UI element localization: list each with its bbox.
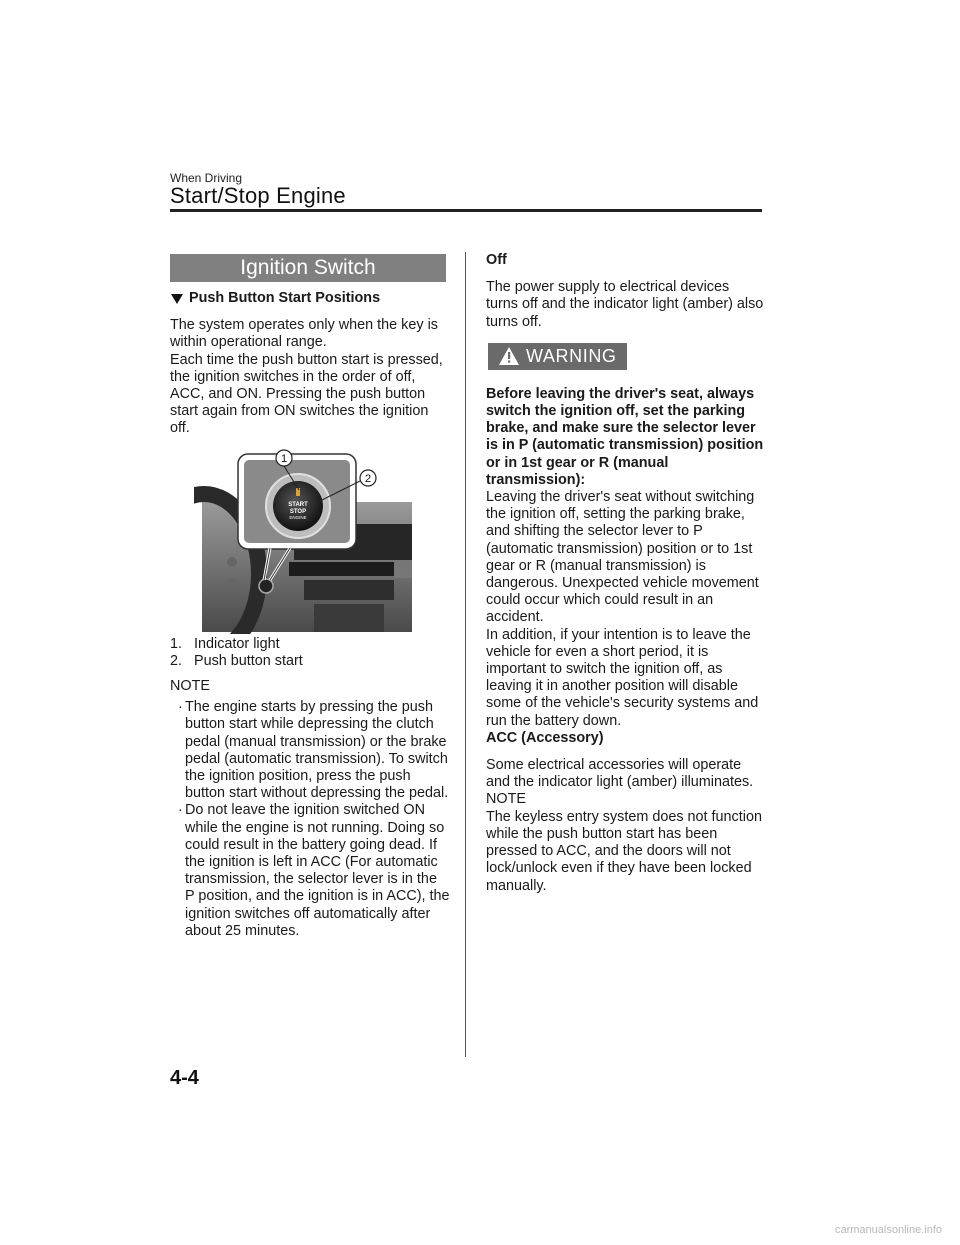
legend-number: 1. <box>170 635 183 652</box>
intro-paragraph-1: The system operates only when the key is within operational range. <box>170 317 438 351</box>
legend-text: Indicator light <box>194 635 280 652</box>
legend-item <box>170 653 450 670</box>
warning-paragraph-1: Leaving the driver's seat without switching the ignition off, setting the parking brake, and shifting the selector lever to P (automatic transmission) position or to 1st gear or R (manual transmission) is dangerous. Unexpected vehicle movement could occur which could result in an accident. <box>486 489 759 626</box>
warning-paragraph-2: In addition, if your intention is to leave the vehicle for even a short period, it is important to switch the ignition off, as leaving it in another position will disable some of the vehicle's security systems and run the battery down. <box>486 626 759 729</box>
warning-icon <box>498 346 520 366</box>
callout-2-label: 2 <box>364 472 372 485</box>
note-bullet-text: The engine starts by pressing the push button start while depressing the clutch pedal (manual transmission) or the brake pedal (automatic transmission). To switch the ignition position, press the push button start without depressing the pedal. <box>185 699 449 802</box>
legend-item <box>170 636 450 653</box>
figure-legend <box>170 636 450 670</box>
button-text-line-1: START <box>288 501 308 508</box>
right-column <box>486 252 764 895</box>
chapter-title: Start/Stop Engine <box>170 183 346 208</box>
legend-number: 2. <box>170 652 183 669</box>
note-label: NOTE <box>170 678 210 695</box>
bullet-dot: · <box>178 699 183 716</box>
page-number: 4-4 <box>170 1067 199 1089</box>
header-rule <box>170 209 762 212</box>
triangle-down-icon <box>171 294 183 304</box>
push-button-figure <box>194 444 444 634</box>
watermark: carmanualsonline.info <box>834 1224 942 1236</box>
subheading <box>170 290 450 307</box>
section-title-bar: Ignition Switch <box>170 254 446 282</box>
subheading-text: Push Button Start Positions <box>189 290 381 306</box>
off-heading: Off <box>486 252 507 268</box>
note-bullet <box>170 699 450 802</box>
intro-paragraph-2: Each time the push button start is pressed, the ignition switches in the order of off, ACC, and ON. Pressing the push button start again from ON switches the ignition off. <box>170 351 443 437</box>
button-text-line-3: ENGINE <box>289 514 307 520</box>
callout-1-label: 1 <box>280 452 288 465</box>
note-bullet-text: Do not leave the ignition switched ON while the engine is not running. Doing so could result in the battery going dead. If the ignition is left in ACC (For automatic transmission, the selector lever is in the P position, and the ignition is in ACC), the ignition switches off automatically after about 25 minutes. <box>185 802 450 939</box>
warning-badge <box>488 343 627 370</box>
left-column <box>170 254 450 940</box>
breadcrumb: When Driving <box>170 171 243 185</box>
acc-heading: ACC (Accessory) <box>486 729 604 746</box>
off-paragraph: The power supply to electrical devices turns off and the indicator light (amber) also turns off. <box>486 279 764 330</box>
note-bullet <box>170 802 450 940</box>
acc-paragraph: Some electrical accessories will operate and the indicator light (amber) illuminates. <box>486 757 754 791</box>
column-divider <box>465 252 466 1057</box>
warning-label: WARNING <box>526 345 617 366</box>
legend-text: Push button start <box>194 652 303 669</box>
button-text-line-2: STOP <box>289 508 307 515</box>
right-note-text: The keyless entry system does not function while the push button start has been pressed to ACC, and the doors will not lock/unlock even if they have been locked manually. <box>486 808 762 894</box>
warning-bold-text: Before leaving the driver's seat, always switch the ignition off, set the parking brake, and make sure the selector lever is in P (automatic transmission) position or in 1st gear or R (manual transmission): <box>486 385 764 488</box>
bullet-dot: · <box>178 802 183 819</box>
dashboard-illustration <box>194 444 444 634</box>
right-note-label: NOTE <box>486 791 526 808</box>
